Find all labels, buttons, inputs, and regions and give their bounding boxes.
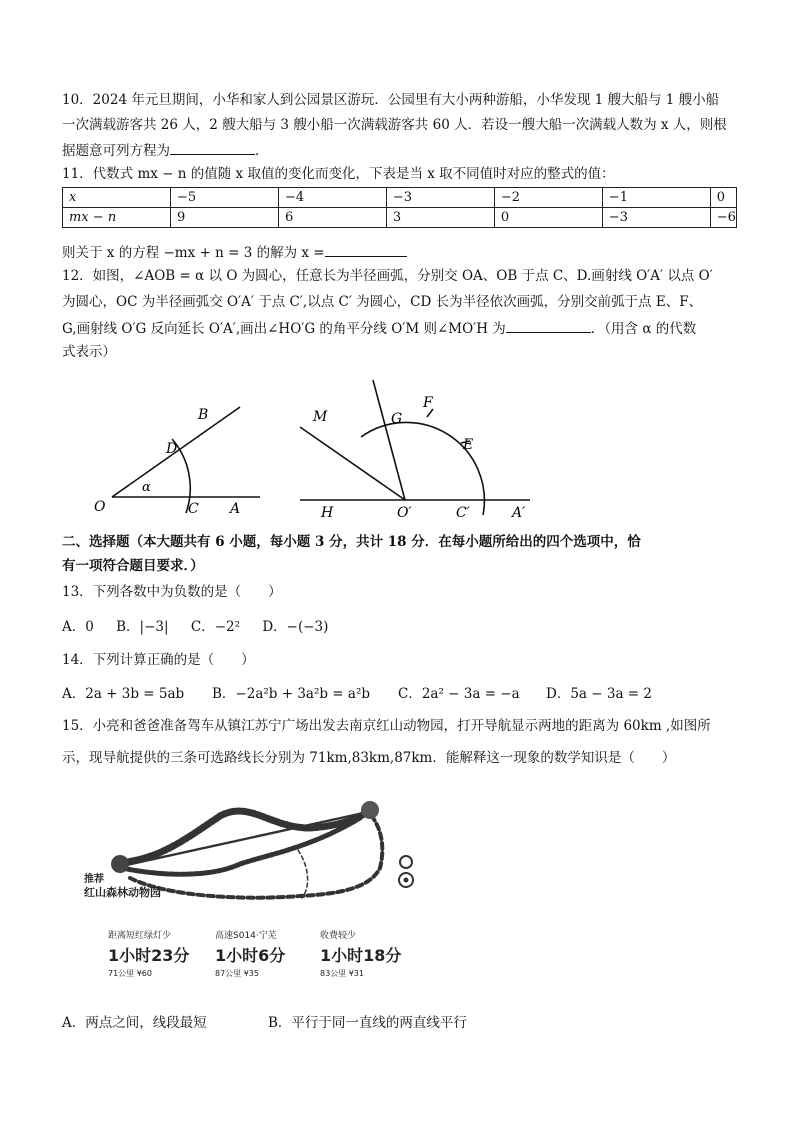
- label-h: H: [321, 505, 334, 520]
- table-cell: −4: [278, 188, 386, 208]
- q14-stem: 14．下列计算正确的是（ ）: [62, 652, 255, 668]
- label-d: D: [166, 441, 178, 457]
- route-north: [120, 810, 370, 863]
- table-cell: 0: [710, 188, 736, 208]
- q11-intro: 11．代数式 mx − n 的值随 x 取值的变化而变化，下表是当 x 取不同值时对应的整式的值：: [62, 166, 615, 182]
- locate-icon-dot: [404, 878, 409, 883]
- q15-line2: 示，现导航提供的三条可选路线长分别为 71km,83km,87km．能解释这一现象的数学知识是（ ）: [62, 750, 676, 766]
- label-m: M: [313, 409, 328, 425]
- map-place-label: 红山森林动物园: [84, 886, 161, 899]
- table-row-label: x: [63, 188, 171, 208]
- q14-options: [62, 684, 652, 704]
- q14-option-c: C．2a² − 3a = −a: [398, 686, 520, 702]
- q13-option-c: C．−2²: [190, 619, 241, 635]
- label-c-prime: C′: [456, 505, 470, 520]
- section2-heading-line2: 有一项符合题目要求．）: [62, 558, 204, 574]
- q12-line4: 式表示）: [62, 344, 116, 360]
- route-dashed-link: [298, 850, 308, 898]
- table-cell: 3: [386, 208, 494, 228]
- label-a-prime: A′: [512, 505, 526, 520]
- q12-figure-angle-aob: [80, 395, 275, 520]
- label-alpha: α: [142, 480, 151, 495]
- route-1-name: 距离短红绿灯少: [108, 931, 172, 941]
- q13-option-d: D．−(−3): [262, 619, 329, 635]
- table-cell: −2: [494, 188, 602, 208]
- q12-line2: 为圆心，OC 为半径画弧交 O′A′ 于点 C′,以点 C′ 为圆心，CD 长为半径依次画弧，分别交前弧于点 E、F、: [62, 294, 703, 310]
- route-2-info: 87公里 ¥35: [215, 969, 259, 978]
- table-cell: 9: [170, 208, 278, 228]
- q10-line1: 10．2024 年元旦期间，小华和家人到公园景区游玩．公园里有大小两种游船，小华发现 1 艘大船与 1 艘小船: [62, 92, 720, 108]
- table-cell: −3: [386, 188, 494, 208]
- table-cell: −1: [602, 188, 710, 208]
- label-c: C: [188, 501, 199, 517]
- q13-option-b: B．|−3|: [116, 619, 169, 635]
- q10-line2: 一次满载游客共 26 人，2 艘大船与 3 艘小船一次满载游客共 60 人．若设一艘大船一次满载人数为 x 人，则根: [62, 117, 727, 133]
- table-row: [63, 188, 737, 208]
- route-straight: [122, 812, 368, 866]
- route-3-name: 收费较少: [320, 931, 357, 941]
- q14-option-b: B．−2a²b + 3a²b = a²b: [212, 686, 371, 702]
- q13-option-a: A．0: [62, 619, 94, 635]
- q10-line3: [62, 140, 269, 161]
- q12-line1: 12．如图，∠AOB = α 以 O 为圆心，任意长为半径画弧，分别交 OA、OB 于点 C、D.画射线 O′A′ 以点 O′: [62, 268, 713, 284]
- start-pin-icon: [111, 855, 129, 873]
- route-1-time: 1小时23分: [108, 946, 190, 965]
- label-b: B: [198, 407, 209, 423]
- q10-answer-blank: [170, 140, 255, 155]
- q13-options: [62, 617, 328, 637]
- route-2-time: 1小时6分: [215, 946, 286, 965]
- table-cell: −6: [710, 208, 736, 228]
- refresh-icon: [400, 856, 412, 868]
- q14-option-d: D．5a − 3a = 2: [546, 686, 652, 702]
- label-a: A: [230, 501, 241, 517]
- table-cell: −3: [602, 208, 710, 228]
- destination-pin-icon: [361, 801, 379, 819]
- q15-option-b: B．平行于同一直线的两直线平行: [268, 1015, 467, 1031]
- q10-line3-end: ．: [255, 143, 269, 159]
- q12-figure-construction: [295, 375, 550, 520]
- label-g: G: [391, 411, 403, 427]
- q11-value-table: [62, 187, 737, 228]
- route-3-info: 83公里 ¥31: [320, 969, 364, 978]
- q11-after: [62, 242, 407, 263]
- label-f: F: [423, 395, 433, 411]
- q12-line3-text: G,画射线 O′G 反向延长 O′A′,画出∠HO′G 的角平分线 O′M 则∠MO′H 为: [62, 321, 506, 337]
- section2-heading-line1: 二、选择题（本大题共有 6 小题，每小题 3 分，共计 18 分．在每小题所给出的四个选项中，恰: [62, 534, 641, 550]
- route-card-1: [108, 928, 189, 979]
- q15-navigation-map: [70, 788, 415, 1010]
- route-card-3: [320, 928, 401, 979]
- map-tag: 推荐: [84, 874, 104, 885]
- route-2-name: 高速S014·宁芜: [215, 931, 277, 941]
- q12-answer-blank: [506, 318, 591, 333]
- q15-options: [62, 1013, 467, 1033]
- q15-option-a: A．两点之间，线段最短: [62, 1015, 207, 1031]
- table-cell: −5: [170, 188, 278, 208]
- q11-after-text: 则关于 x 的方程 −mx + n = 3 的解为 x =: [62, 245, 325, 261]
- table-cell: 6: [278, 208, 386, 228]
- q15-line1: 15．小亮和爸爸准备驾车从镇江苏宁广场出发去南京红山动物园，打开导航显示两地的距离为 60km ,如图所: [62, 718, 711, 734]
- route-1-info: 71公里 ¥60: [108, 969, 152, 978]
- route-card-2: [215, 928, 285, 979]
- q12-line3-end: ．（用含 α 的代数: [590, 321, 697, 337]
- q11-answer-blank: [325, 242, 407, 257]
- table-row: [63, 208, 737, 228]
- q10-line3-text: 据题意可列方程为: [62, 143, 170, 159]
- route-3-time: 1小时18分: [320, 946, 402, 965]
- q13-stem: 13．下列各数中为负数的是（ ）: [62, 584, 282, 600]
- table-row-label: mx − n: [63, 208, 171, 228]
- table-cell: 0: [494, 208, 602, 228]
- label-o-prime: O′: [397, 505, 412, 520]
- q14-option-a: A．2a + 3b = 5ab: [62, 686, 185, 702]
- label-o: O: [94, 499, 106, 515]
- q12-line3: [62, 318, 696, 339]
- label-e: E: [463, 437, 474, 453]
